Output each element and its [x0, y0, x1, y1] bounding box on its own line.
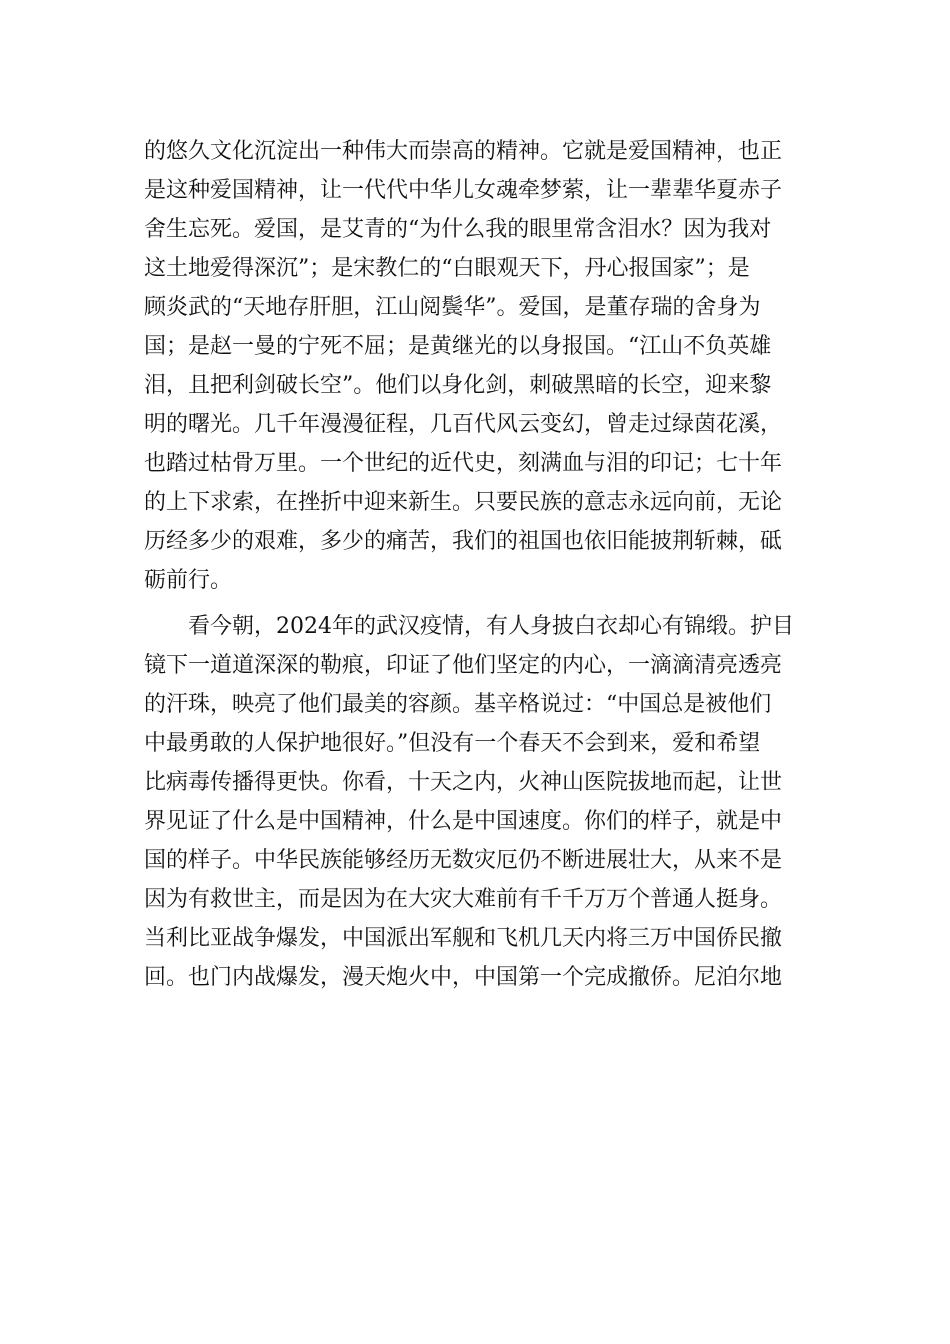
text-line: 舍生忘死。爱国，是艾青的“为什么我的眼里常含泪水？因为我对 — [144, 217, 772, 242]
text-line: 中最勇敢的人保护地很好。”但没有一个春天不会到来，爱和希望 — [144, 731, 761, 756]
text-line: 国；是赵一曼的宁死不屈；是黄继光的以身报国。“江山不负英雄 — [144, 334, 772, 359]
text-line: 也踏过枯骨万里。一个世纪的近代史，刻满血与泪的印记；七十年 — [144, 451, 783, 476]
text-line: 国的样子。中华民族能够经历无数灾厄仍不断进展壮大，从来不是 — [144, 848, 783, 873]
text-line: 镜下一道道深深的勒痕，印证了他们坚定的内心，一滴滴清亮透亮 — [144, 653, 783, 678]
text-line: 的汗珠，映亮了他们最美的容颜。基辛格说过：“中国总是被他们 — [144, 692, 772, 717]
text-line: 当利比亚战争爆发，中国派出军舰和飞机几天内将三万中国侨民撤 — [144, 926, 783, 951]
text-line: 回。也门内战爆发，漫天炮火中，中国第一个完成撤侨。尼泊尔地 — [144, 965, 783, 990]
text-line: 的悠久文化沉淀出一种伟大而崇高的精神。它就是爱国精神，也正 — [144, 139, 783, 164]
text-line: 顾炎武的“天地存肝胆，江山阅鬓华”。爱国，是董存瑞的舍身为 — [144, 295, 761, 320]
text-line-indented: 看今朝，2024年的武汉疫情，有人身披白衣却心有锦缎。护目 — [188, 614, 794, 639]
text-line: 历经多少的艰难，多少的痛苦，我们的祖国也依旧能披荆斩棘，砥 — [144, 529, 783, 554]
text-line: 界见证了什么是中国精神，什么是中国速度。你们的样子，就是中 — [144, 809, 783, 834]
text-line: 这土地爱得深沉”；是宋教仁的“白眼观天下，丹心报国家”；是 — [144, 256, 750, 281]
text-line: 是这种爱国精神，让一代代中华儿女魂牵梦萦，让一辈辈华夏赤子 — [144, 178, 783, 203]
text-line: 砺前行。 — [144, 568, 233, 593]
text-line: 的上下求索，在挫折中迎来新生。只要民族的意志永远向前，无论 — [144, 490, 783, 515]
document-body — [144, 132, 812, 997]
paragraph-pandemic — [144, 607, 812, 997]
text-line: 因为有救世主，而是因为在大灾大难前有千千万万个普通人挺身。 — [144, 887, 783, 912]
paragraph-patriotism — [144, 132, 812, 600]
text-line: 明的曙光。几千年漫漫征程，几百代风云变幻，曾走过绿茵花溪， — [144, 412, 783, 437]
text-line: 泪，且把利剑破长空”。他们以身化剑，刺破黑暗的长空，迎来黎 — [144, 373, 772, 398]
text-line: 比病毒传播得更快。你看，十天之内，火神山医院拔地而起，让世 — [144, 770, 783, 795]
